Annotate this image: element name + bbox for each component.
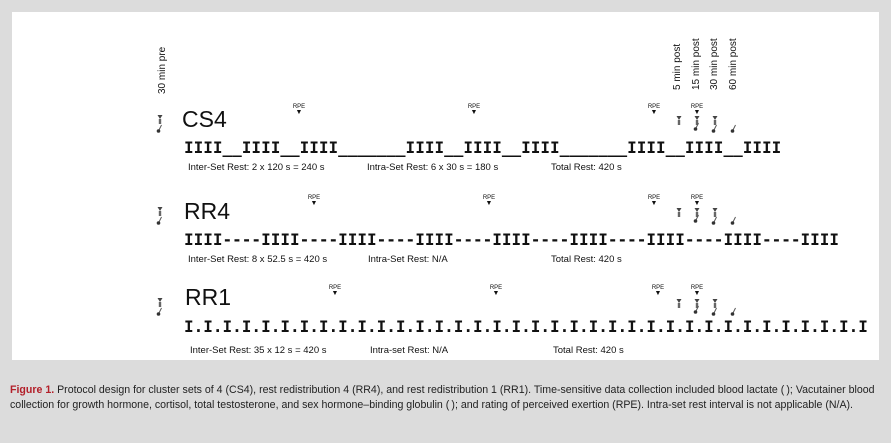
rpe-label: RPE	[489, 285, 503, 291]
lactate-icon	[157, 217, 162, 225]
blood-tube-icon	[695, 116, 700, 125]
lactate-icon	[712, 217, 717, 225]
rpe-label: RPE	[690, 104, 704, 110]
timepoint-15-min-post: 15 min post	[691, 38, 702, 90]
blood-tube-icon	[713, 208, 718, 217]
total-rest-cs4: Total Rest: 420 s	[551, 162, 622, 173]
caption-text: Protocol design for cluster sets of 4 (CS4), rest redistribution 4 (RR4), and rest redistribution 1 (RR1). Time-sensitive data collection included blood lactate ( ); Vacutainer blood collection for growth hormone, cortisol, total testosterone, and sex hormone–binding globulin ( ); and rating of perceived exertion (RPE). Intra-set rest interval is not applicable (N/A).	[10, 384, 875, 412]
timepoint-5-min-post: 5 min post	[672, 43, 683, 90]
intra-set-rest-rr1: Intra-set Rest: N/A	[370, 345, 449, 356]
inter-set-rest-rr4: Inter-Set Rest: 8 x 52.5 s = 420 s	[188, 254, 328, 265]
rpe-icon: ▼	[331, 290, 339, 297]
intra-set-rest-cs4: Intra-Set Rest: 6 x 30 s = 180 s	[367, 162, 499, 173]
lactate-icon	[694, 215, 699, 223]
lactate-icon	[157, 308, 162, 316]
rpe-label: RPE	[647, 104, 661, 110]
rpe-label: RPE	[651, 285, 665, 291]
rpe-icon: ▼	[492, 290, 500, 297]
lactate-icon	[694, 306, 699, 314]
rpe-icon: ▼	[485, 200, 493, 207]
rpe-marker	[291, 104, 307, 116]
blood-tube-icon	[158, 207, 163, 216]
condition-label-cs4: CS4	[182, 106, 227, 132]
rpe-label: RPE	[482, 195, 496, 201]
rpe-marker	[327, 285, 343, 297]
inter-set-rest-cs4: Inter-Set Rest: 2 x 120 s = 240 s	[188, 162, 325, 173]
rpe-marker	[466, 104, 482, 116]
lactate-icon	[731, 217, 736, 225]
rpe-icon: ▼	[654, 290, 662, 297]
rpe-marker	[306, 195, 322, 207]
blood-tube-icon	[713, 116, 718, 125]
rpe-marker	[646, 195, 662, 207]
blood-tube-icon	[677, 208, 682, 217]
rpe-marker	[646, 104, 662, 116]
intra-set-rest-rr4: Intra-Set Rest: N/A	[368, 254, 448, 265]
rpe-icon: ▼	[470, 109, 478, 116]
rpe-marker	[689, 104, 705, 116]
rpe-marker	[650, 285, 666, 297]
set-pattern-cs4: IIII__IIII__IIII_______IIII__IIII__IIII_______IIII__IIII__IIII	[184, 138, 782, 157]
set-pattern-rr4: IIII----IIII----IIII----IIII----IIII----IIII----IIII----IIII----IIII	[184, 230, 840, 249]
rpe-label: RPE	[328, 285, 342, 291]
blood-tube-icon	[158, 298, 163, 307]
rpe-label: RPE	[647, 195, 661, 201]
rpe-marker	[481, 195, 497, 207]
lactate-icon	[731, 125, 736, 133]
blood-tube-icon	[158, 115, 163, 124]
rpe-icon: ▼	[650, 109, 658, 116]
rpe-icon: ▼	[693, 290, 701, 297]
blood-tube-icon	[677, 116, 682, 125]
set-pattern-rr1: I.I.I.I.I.I.I.I.I.I.I.I.I.I.I.I.I.I.I.I.I.I.I.I.I.I.I.I.I.I.I.I.I.I.I.I	[184, 317, 868, 336]
timepoint-60-min-post: 60 min post	[728, 38, 739, 90]
rpe-icon: ▼	[693, 109, 701, 116]
blood-tube-icon	[695, 299, 700, 308]
condition-label-rr4: RR4	[184, 198, 231, 224]
rpe-marker	[689, 285, 705, 297]
rpe-icon: ▼	[693, 200, 701, 207]
figure-caption	[10, 383, 882, 413]
blood-tube-icon	[677, 299, 682, 308]
total-rest-rr1: Total Rest: 420 s	[553, 345, 624, 356]
protocol-diagram	[12, 12, 879, 360]
blood-tube-icon	[713, 299, 718, 308]
inter-set-rest-rr1: Inter-Set Rest: 35 x 12 s = 420 s	[190, 345, 327, 356]
rpe-label: RPE	[467, 104, 481, 110]
figure-label: Figure 1.	[10, 384, 55, 396]
lactate-icon	[694, 123, 699, 131]
lactate-icon	[712, 308, 717, 316]
rpe-icon: ▼	[295, 109, 303, 116]
total-rest-rr4: Total Rest: 420 s	[551, 254, 622, 265]
rpe-marker	[488, 285, 504, 297]
lactate-icon	[157, 125, 162, 133]
rpe-icon: ▼	[650, 200, 658, 207]
timepoint-30-min-post: 30 min post	[709, 38, 720, 90]
lactate-icon	[731, 308, 736, 316]
lactate-icon	[712, 125, 717, 133]
rpe-label: RPE	[690, 285, 704, 291]
condition-label-rr1: RR1	[185, 284, 232, 310]
rpe-icon: ▼	[310, 200, 318, 207]
rpe-label: RPE	[307, 195, 321, 201]
rpe-label: RPE	[292, 104, 306, 110]
blood-tube-icon	[695, 208, 700, 217]
timepoint-30-min-pre: 30 min pre	[157, 46, 168, 94]
rpe-marker	[689, 195, 705, 207]
rpe-label: RPE	[690, 195, 704, 201]
sampling-icons-layer	[12, 12, 879, 360]
